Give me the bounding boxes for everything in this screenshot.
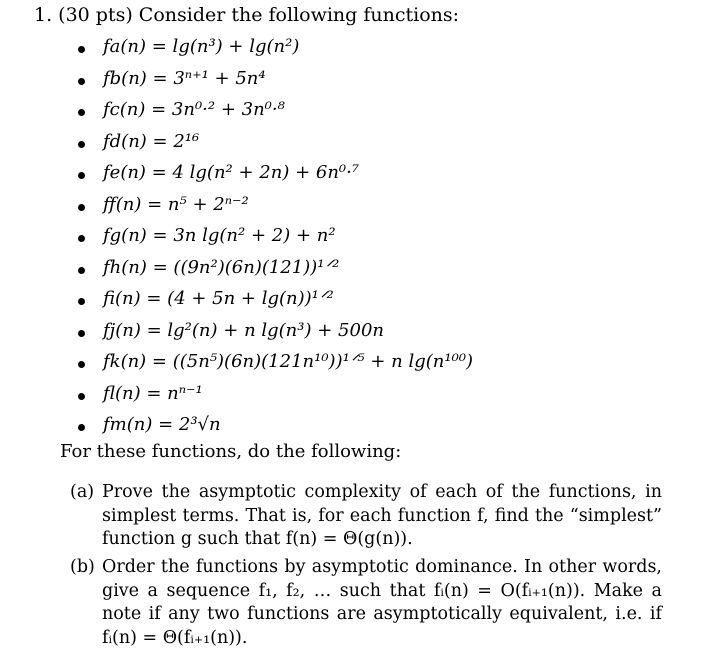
instructions-intro: For these functions, do the following:: [60, 441, 402, 462]
bullet-icon: [78, 424, 85, 431]
function-expression: fh(n) = ((9n²)(6n)(121))¹ᐟ²: [103, 256, 340, 278]
function-item-f: [0, 194, 702, 226]
function-item-g: [0, 225, 702, 257]
function-item-l: [0, 383, 702, 415]
function-item-c: [0, 99, 702, 131]
function-expression: fg(n) = 3n lg(n² + 2) + n²: [103, 225, 336, 246]
bullet-icon: [78, 46, 85, 53]
function-expression: fa(n) = lg(n³) + lg(n²): [103, 36, 300, 57]
bullet-icon: [78, 78, 85, 85]
bullet-icon: [78, 235, 85, 242]
function-expression: fe(n) = 4 lg(n² + 2n) + 6n⁰·⁷: [103, 162, 360, 183]
function-expression: fj(n) = lg²(n) + n lg(n³) + 500n: [103, 319, 384, 341]
function-expression: fd(n) = 2¹⁶: [103, 130, 200, 152]
bullet-icon: [78, 109, 85, 116]
function-expression: fm(n) = 2³√n: [103, 414, 221, 435]
function-item-e: [0, 162, 702, 194]
function-item-k: [0, 351, 702, 383]
bullet-icon: [78, 141, 85, 148]
function-expression: ff(n) = n⁵ + 2ⁿ⁻²: [103, 193, 249, 215]
bullet-icon: [78, 172, 85, 179]
function-expression: fi(n) = (4 + 5n + lg(n))¹ᐟ²: [103, 288, 334, 309]
part-label: (b): [70, 557, 95, 577]
function-item-a: [0, 36, 702, 68]
bullet-icon: [78, 267, 85, 274]
function-expression: fb(n) = 3ⁿ⁺¹ + 5n⁴: [103, 67, 266, 89]
function-item-d: [0, 131, 702, 163]
bullet-icon: [78, 361, 85, 368]
function-list: [0, 36, 702, 446]
part-text: Order the functions by asymptotic dominance. In other words, give a sequence f₁, f₂, … such that fᵢ(n) = O(fᵢ₊₁(n)). Make a note if any two functions are asymptotically equivalent, i.e. if fᵢ(n) = Θ(fᵢ₊₁(n)).: [102, 557, 662, 648]
part-label: (a): [70, 482, 95, 502]
bullet-icon: [78, 393, 85, 400]
function-item-h: [0, 257, 702, 289]
bullet-icon: [78, 298, 85, 305]
function-item-b: [0, 68, 702, 100]
bullet-icon: [78, 204, 85, 211]
bullet-icon: [78, 330, 85, 337]
function-expression: fk(n) = ((5n⁵)(6n)(121n¹⁰))¹ᐟ⁵ + n lg(n¹⁰⁰): [103, 351, 474, 372]
problem-heading: 1. (30 pts) Consider the following functions:: [34, 4, 460, 26]
function-expression: fl(n) = nⁿ⁻¹: [103, 382, 203, 404]
function-item-i: [0, 288, 702, 320]
function-item-j: [0, 320, 702, 352]
function-expression: fc(n) = 3n⁰·² + 3n⁰·⁸: [103, 99, 285, 120]
part-text: Prove the asymptotic complexity of each of the functions, in simplest terms. That is, for each function f, find the “simplest” function g such that f(n) = Θ(g(n)).: [102, 482, 662, 549]
